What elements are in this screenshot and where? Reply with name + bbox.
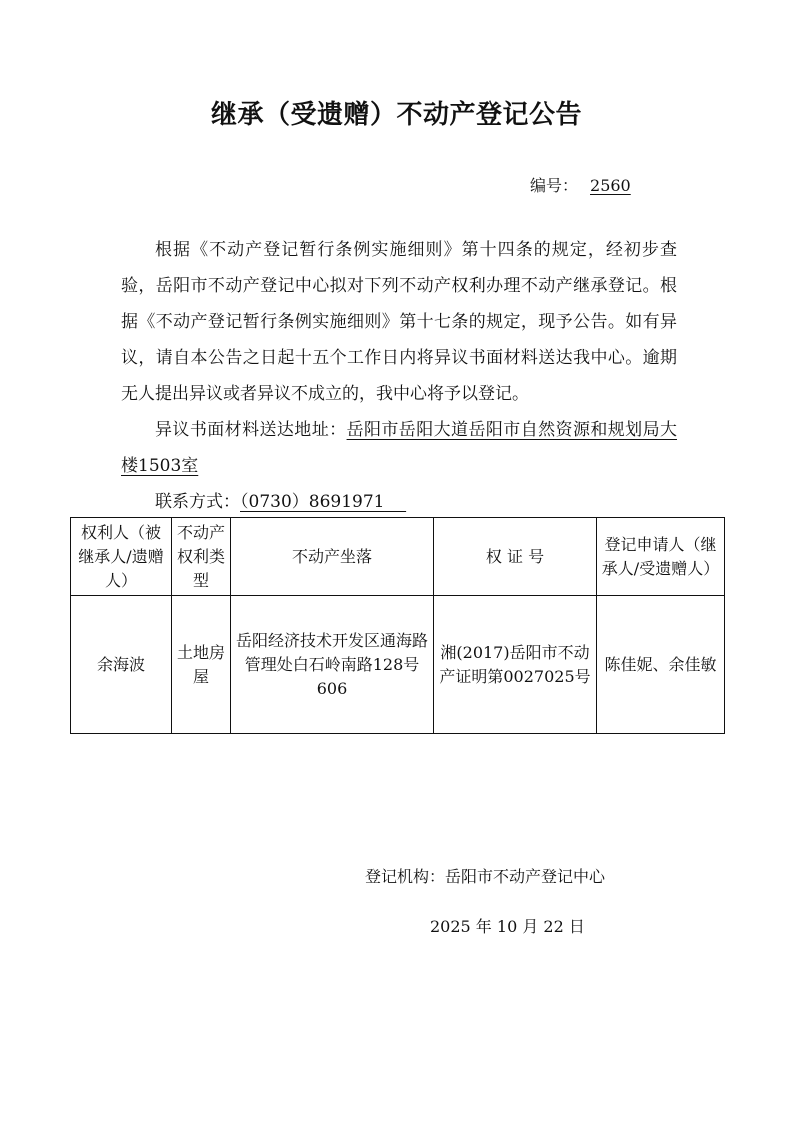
notice-paragraph: 根据《不动产登记暂行条例实施细则》第十四条的规定，经初步查验，岳阳市不动产登记中心拟对下列不动产权利办理不动产继承登记。根据《不动产登记暂行条例实施细则》第十七条的规定，现予公告。如有异议，请自本公告之日起十五个工作日内将异议书面材料送达我中心。逾期无人提出异议或者异议不成立的，我中心将予以登记。 <box>121 240 677 404</box>
cell-location: 岳阳经济技术开发区通海路管理处白石岭南路128号606 <box>231 596 434 734</box>
cell-applicant: 陈佳妮、余佳敏 <box>597 596 725 734</box>
notice-date: 2025 年 10 月 22 日 <box>430 917 585 936</box>
contact-line <box>121 484 677 520</box>
contact-label: 联系方式： <box>155 492 240 512</box>
header-applicant: 登记申请人（继承人/受遗赠人） <box>597 518 725 596</box>
cell-right-type: 土地房屋 <box>172 596 231 734</box>
contact-value: （0730）8691971 <box>240 492 385 512</box>
header-holder: 权利人（被继承人/遗赠人） <box>71 518 172 596</box>
notice-body <box>121 232 677 520</box>
table-row <box>71 596 725 734</box>
contact-underline-tail <box>384 492 406 512</box>
objection-address-value: 岳阳市岳阳大道岳阳市自然资源和规划局大楼1503室 <box>121 420 678 476</box>
table-header-row <box>71 518 725 596</box>
objection-address <box>121 412 677 484</box>
header-cert-no: 权 证 号 <box>434 518 597 596</box>
notice-table <box>70 517 725 734</box>
registration-authority-label: 登记机构： <box>365 867 446 886</box>
header-location: 不动产坐落 <box>231 518 434 596</box>
cell-holder: 余海波 <box>71 596 172 734</box>
cell-cert-no: 湘(2017)岳阳市不动产证明第0027025号 <box>434 596 597 734</box>
notice-number <box>530 173 631 196</box>
notice-number-value: 2560 <box>590 176 631 195</box>
header-right-type: 不动产权利类型 <box>172 518 231 596</box>
objection-address-label: 异议书面材料送达地址： <box>155 420 347 440</box>
notice-number-label: 编号： <box>530 176 579 195</box>
registration-authority-value: 岳阳市不动产登记中心 <box>445 867 606 886</box>
notice-title: 继承（受遗赠）不动产登记公告 <box>210 100 582 130</box>
registration-authority <box>365 864 605 887</box>
